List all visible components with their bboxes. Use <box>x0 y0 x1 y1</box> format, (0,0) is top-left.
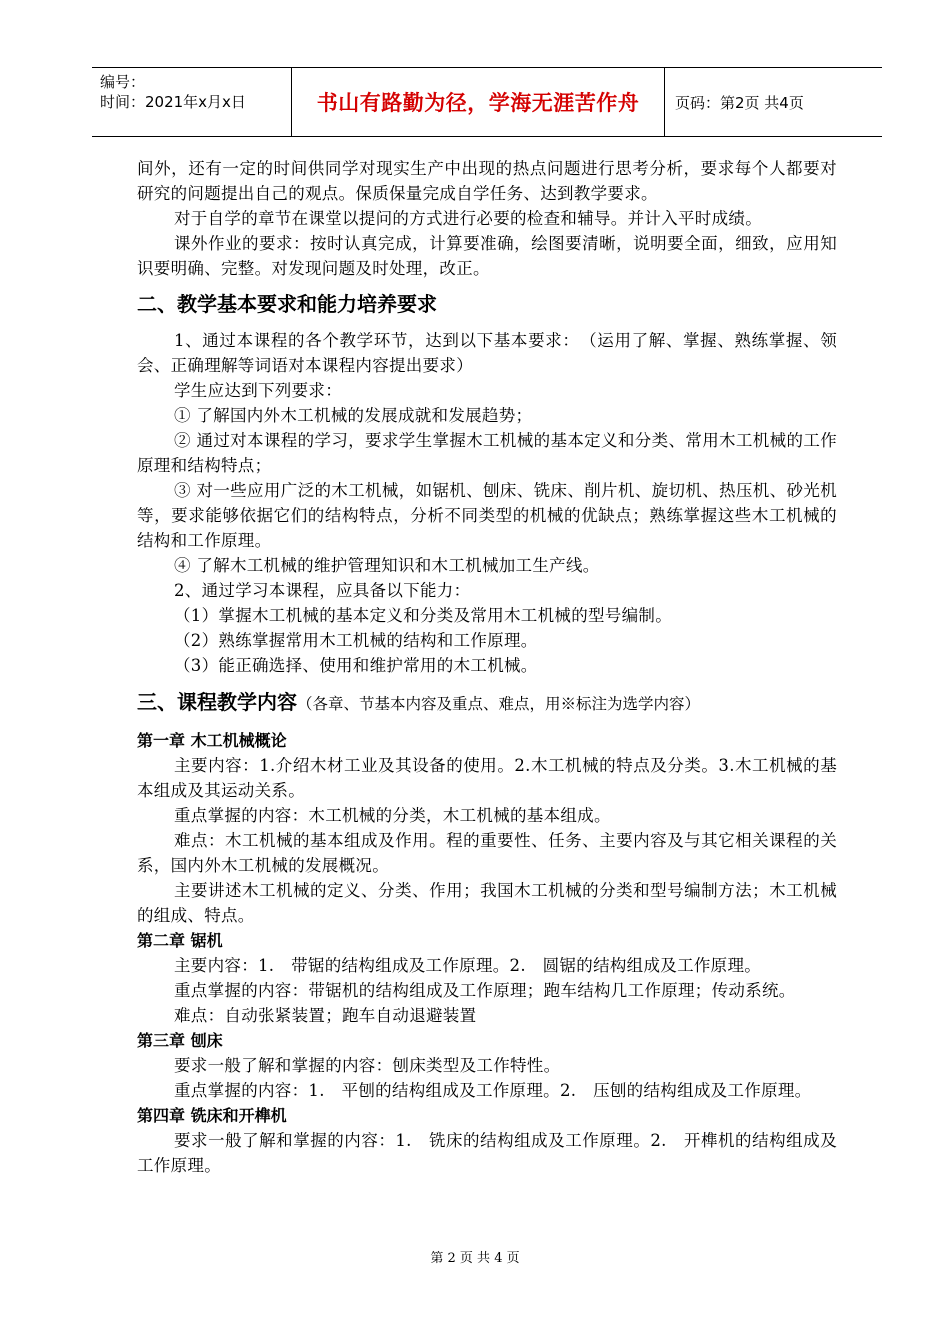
chapter-line: 难点：木工机械的基本组成及作用。程的重要性、任务、主要内容及与其它相关课程的关系，国内外木工机械的发展概况。 <box>137 831 837 875</box>
chapter-line: 难点：自动张紧装置；跑车自动退避装置 <box>174 1006 477 1025</box>
section-note: （各章、节基本内容及重点、难点，用※标注为选学内容） <box>297 695 701 713</box>
header-page-label: 页码：第2页 共4页 <box>675 93 804 112</box>
header-motto: 书山有路勤为径，学海无涯苦作舟 <box>292 68 665 136</box>
chapter-title: 第一章 木工机械概论 <box>137 731 287 750</box>
section-heading: 二、教学基本要求和能力培养要求 <box>137 292 437 316</box>
requirement-item: ③ 对一些应用广泛的木工机械，如锯机、刨床、铣床、削片机、旋切机、热压机、砂光机等，要求能够依据它们的结构特点，分析不同类型的机械的优缺点；熟练掌握这些木工机械的结构和工作原理。 <box>137 481 837 550</box>
section-heading <box>137 688 837 718</box>
chapter-line: 主要讲述木工机械的定义、分类、作用；我国木工机械的分类和型号编制方法；木工机械的组成、特点。 <box>137 881 837 925</box>
chapter-title: 第三章 刨床 <box>137 1031 223 1050</box>
chapter-line: 重点掌握的内容：带锯机的结构组成及工作原理；跑车结构几工作原理；传动系统。 <box>174 981 796 1000</box>
ability-item: （2）熟练掌握常用木工机械的结构和工作原理。 <box>174 631 538 650</box>
ability-item: （3）能正确选择、使用和维护常用的木工机械。 <box>174 656 538 675</box>
chapter-line: 主要内容：1. 带锯的结构组成及工作原理。2. 圆锯的结构组成及工作原理。 <box>174 956 762 975</box>
chapter-line: 主要内容：1.介绍木材工业及其设备的使用。2.木工机械的特点及分类。3.木工机械的基本组成及其运动关系。 <box>137 756 837 800</box>
chapter-title: 第二章 锯机 <box>137 931 223 950</box>
requirement-item: 1、通过本课程的各个教学环节，达到以下基本要求： （运用了解、掌握、熟练掌握、领会、正确理解等词语对本课程内容提出要求） <box>137 331 837 375</box>
chapter-line: 要求一般了解和掌握的内容：刨床类型及工作特性。 <box>174 1056 561 1075</box>
paragraph: 课外作业的要求：按时认真完成，计算要准确，绘图要清晰，说明要全面，细致，应用知识要明确、完整。对发现问题及时处理，改正。 <box>137 234 837 278</box>
page-header <box>92 67 882 137</box>
header-meta <box>92 68 292 136</box>
ability-item: （1）掌握木工机械的基本定义和分类及常用木工机械的型号编制。 <box>174 606 672 625</box>
paragraph: 间外，还有一定的时间供同学对现实生产中出现的热点问题进行思考分析，要求每个人都要对研究的问题提出自己的观点。保质保量完成自学任务、达到教学要求。 <box>137 159 837 203</box>
code-label: 编号： <box>100 73 146 91</box>
document-body <box>137 156 837 1178</box>
chapter-title: 第四章 铣床和开榫机 <box>137 1106 287 1125</box>
time-label: 时间：2021年x月x日 <box>100 93 246 111</box>
section-title: 三、课程教学内容 <box>137 690 297 714</box>
paragraph: 对于自学的章节在课堂以提问的方式进行必要的检查和辅导。并计入平时成绩。 <box>174 209 762 228</box>
page-footer: 第 2 页 共 4 页 <box>430 1251 520 1266</box>
chapter-line: 重点掌握的内容：1. 平刨的结构组成及工作原理。2. 压刨的结构组成及工作原理。 <box>174 1081 812 1100</box>
requirement-item: ④ 了解木工机械的维护管理知识和木工机械加工生产线。 <box>174 556 600 575</box>
chapter-line: 重点掌握的内容：木工机械的分类，木工机械的基本组成。 <box>174 806 611 825</box>
chapter-line: 要求一般了解和掌握的内容：1. 铣床的结构组成及工作原理。2. 开榫机的结构组成及工作原理。 <box>137 1131 837 1175</box>
requirement-item: ② 通过对本课程的学习，要求学生掌握木工机械的基本定义和分类、常用木工机械的工作原理和结构特点； <box>137 431 837 475</box>
requirement-item: 2、通过学习本课程，应具备以下能力： <box>174 581 471 600</box>
requirement-item: ① 了解国内外木工机械的发展成就和发展趋势； <box>174 406 533 425</box>
requirement-item: 学生应达到下列要求： <box>174 381 342 400</box>
